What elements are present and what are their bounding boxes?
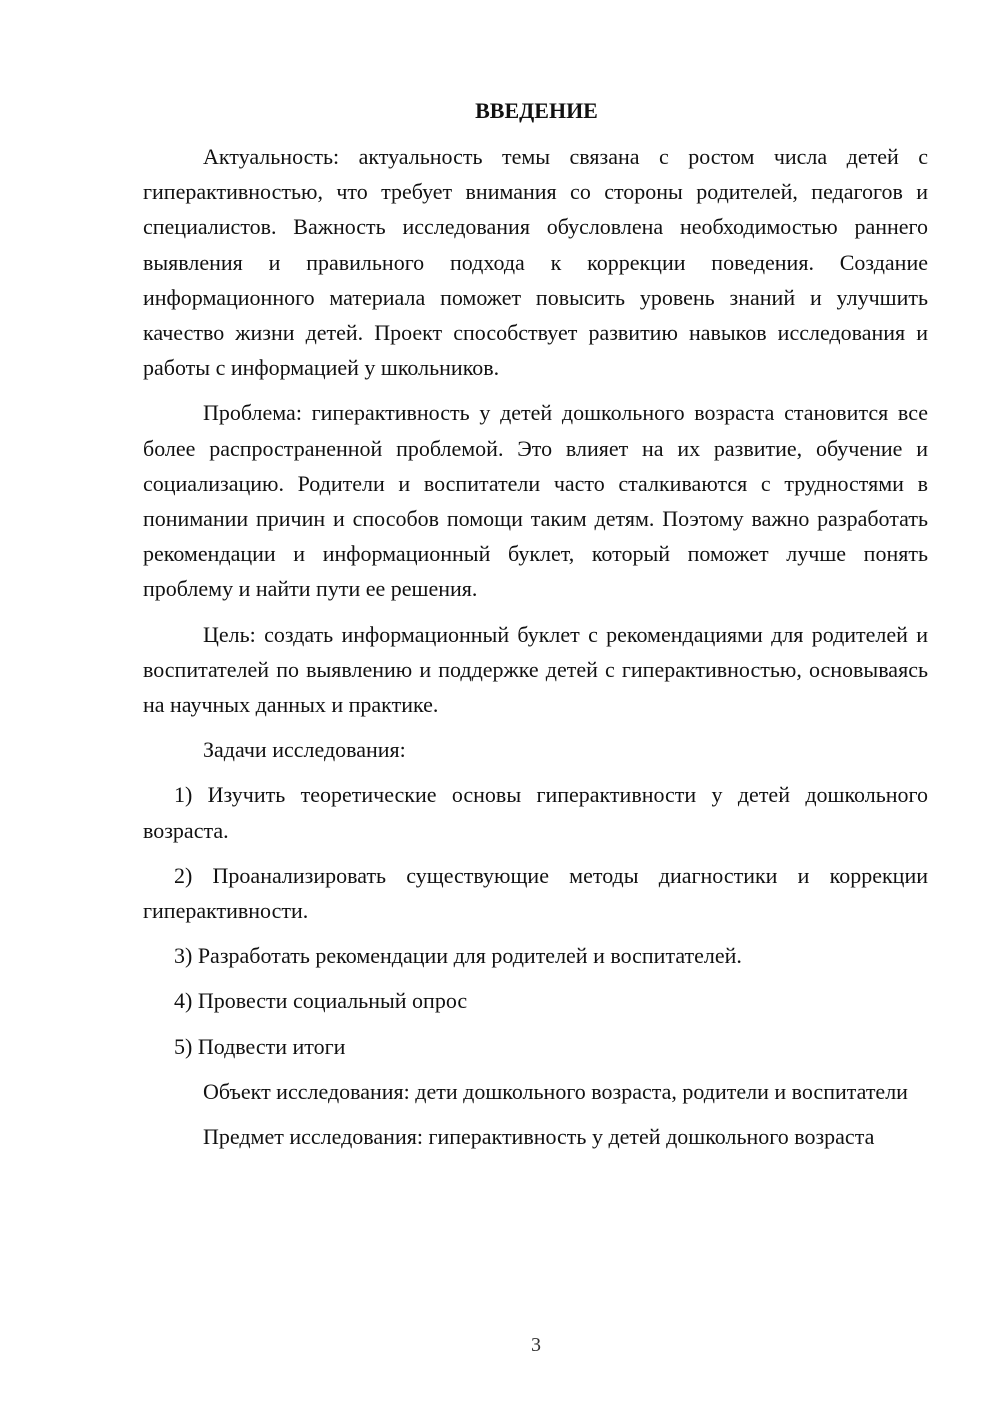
tasks-heading: Задачи исследования:: [203, 737, 406, 763]
object-paragraph: Объект исследования: дети дошкольного возраста, родители и воспитатели: [203, 1078, 908, 1104]
task-item-4: 4) Провести социальный опрос: [174, 988, 468, 1014]
subject-paragraph: Предмет исследования: гиперактивность у детей дошкольного возраста: [203, 1124, 875, 1150]
goal-paragraph: Цель: создать информационный буклет с рекомендациями для родителей и воспитателей по выявлению и поддержке детей с гиперактивностью, основываясь на научных данных и практике.: [143, 621, 928, 718]
task-item-3: 3) Разработать рекомендации для родителей и воспитателей.: [174, 943, 742, 969]
page-number: 3: [531, 1334, 541, 1356]
task-item-1: 1) Изучить теоретические основы гиперактивности у детей дошкольного возраста.: [143, 782, 928, 843]
relevance-paragraph: Актуальность: актуальность темы связана с ростом числа детей с гиперактивностью, что требует внимания со стороны родителей, педагогов и специалистов. Важность исследования обусловлена необходимостью раннего выявления и правильного подхода к коррекции поведения. Создание информационного материала поможет повысить уровень знаний и улучшить качество жизни детей. Проект способствует развитию навыков исследования и работы с информацией у школьников.: [143, 144, 928, 381]
task-item-2: 2) Проанализировать существующие методы диагностики и коррекции гиперактивности.: [143, 862, 928, 924]
task-item-5: 5) Подвести итоги: [174, 1033, 346, 1059]
page-content: [143, 95, 928, 1154]
problem-paragraph: Проблема: гиперактивность у детей дошкольного возраста становится все более распространенной проблемой. Это влияет на их развитие, обучение и социализацию. Родители и воспитатели часто сталкиваются с трудностями в понимании причин и способов помощи таким детям. Поэтому важно разработать рекомендации и информационный буклет, который поможет лучше понять проблему и найти пути ее решения.: [143, 400, 928, 602]
page-title: ВВЕДЕНИЕ: [475, 98, 598, 123]
